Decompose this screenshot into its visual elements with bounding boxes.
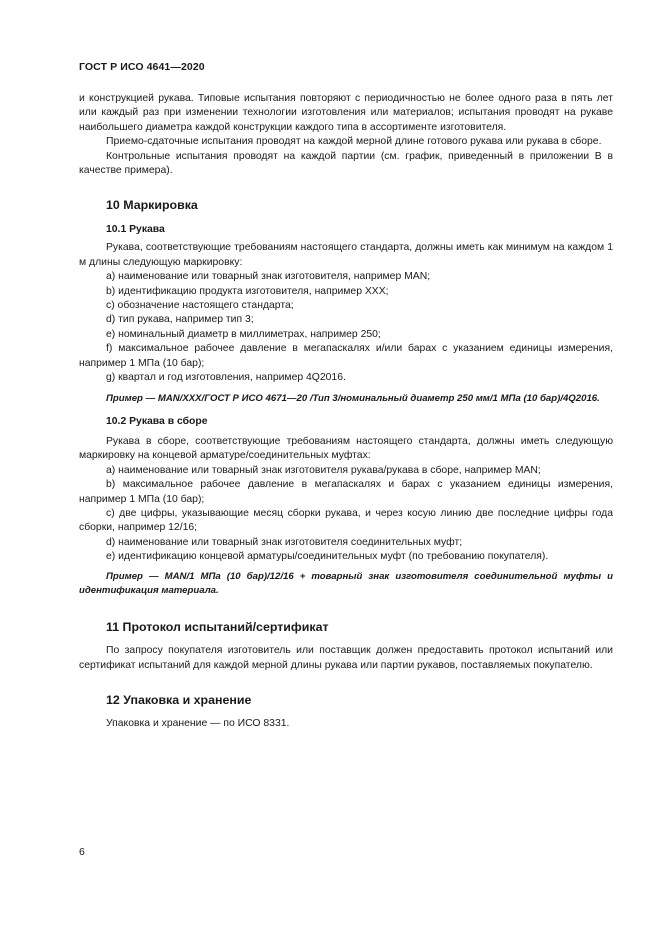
list-item: d) наименование или товарный знак изготовителя соединительных муфт;	[106, 536, 463, 548]
document-header: ГОСТ Р ИСО 4641—2020	[79, 61, 205, 73]
list-item: e) номинальный диаметр в миллиметрах, например 250;	[106, 328, 381, 340]
document-body	[79, 92, 613, 732]
section-10-1-heading: 10.1 Рукава	[106, 224, 165, 236]
section-10-2-example: Пример — MAN/1 МПа (10 бар)/12/16 + товарный знак изготовителя соединительной муфты и идентификация материала.	[79, 570, 613, 596]
list-item: g) квартал и год изготовления, например 4Q2016.	[106, 372, 346, 384]
section-10-heading: 10 Маркировка	[106, 198, 198, 213]
list-item: d) тип рукава, например тип 3;	[106, 314, 254, 326]
section-10-1-example: Пример — MAN/XXX/ГОСТ Р ИСО 4671—20 /Тип 3/номинальный диаметр 250 мм/1 МПа (10 бар)/4Q2016.	[106, 392, 600, 404]
list-item: b) максимальное рабочее давление в мегапаскалях и барах с указанием единицы измерения, например 1 МПа (10 бар);	[79, 479, 613, 505]
intro-paragraph-3: Контрольные испытания проводят на каждой партии (см. график, приведенный в приложении В в качестве примера).	[79, 150, 613, 177]
section-11-heading: 11 Протокол испытаний/сертификат	[106, 620, 329, 635]
list-item: c) две цифры, указывающие месяц сборки рукава, и через косую линию две последние цифры года сборки, например 12/16;	[79, 507, 613, 534]
section-10-1-intro: Рукава, соответствующие требованиям настоящего стандарта, должны иметь как минимум на каждом 1 м длины следующую маркировку:	[79, 242, 613, 268]
list-item: f) максимальное рабочее давление в мегапаскалях и/или барах с указанием единицы измерения, например 1 МПа (10 бар);	[79, 343, 613, 369]
section-12-heading: 12 Упаковка и хранение	[106, 693, 252, 708]
section-10-2-heading: 10.2 Рукава в сборе	[106, 415, 208, 427]
list-item: e) идентификацию концевой арматуры/соединительных муфт (по требованию покупателя).	[106, 551, 549, 563]
page-number: 6	[79, 846, 85, 858]
list-item: c) обозначение настоящего стандарта;	[106, 300, 294, 312]
section-11-text: По запросу покупателя изготовитель или поставщик должен предоставить протокол испытаний или сертификат испытаний для каждой мерной длины рукава или партии рукавов, поставляемых покупателю.	[79, 645, 613, 671]
list-item: a) наименование или товарный знак изготовителя рукава/рукава в сборе, например MAN;	[106, 464, 541, 476]
list-item: a) наименование или товарный знак изготовителя, например MAN;	[106, 271, 431, 283]
section-12-text: Упаковка и хранение — по ИСО 8331.	[106, 718, 290, 730]
intro-paragraph-1: и конструкцией рукава. Типовые испытания повторяют с периодичностью не более одного раза в пять лет или каждый раз при изменении технологии изготовления или материалов; испытания проводят на рукаве наибольшего диаметра каждой конструкции каждого типа в ассортименте изготовителя.	[79, 93, 613, 133]
section-10-2-intro: Рукава в сборе, соответствующие требованиям настоящего стандарта, должны иметь следующую маркировку на концевой арматуре/соединительных муфтах:	[79, 435, 613, 462]
list-item: b) идентификацию продукта изготовителя, например XXX;	[106, 285, 389, 297]
intro-paragraph-2: Приемо-сдаточные испытания проводят на каждой мерной длине готового рукава или рукава в сборе.	[106, 136, 602, 148]
